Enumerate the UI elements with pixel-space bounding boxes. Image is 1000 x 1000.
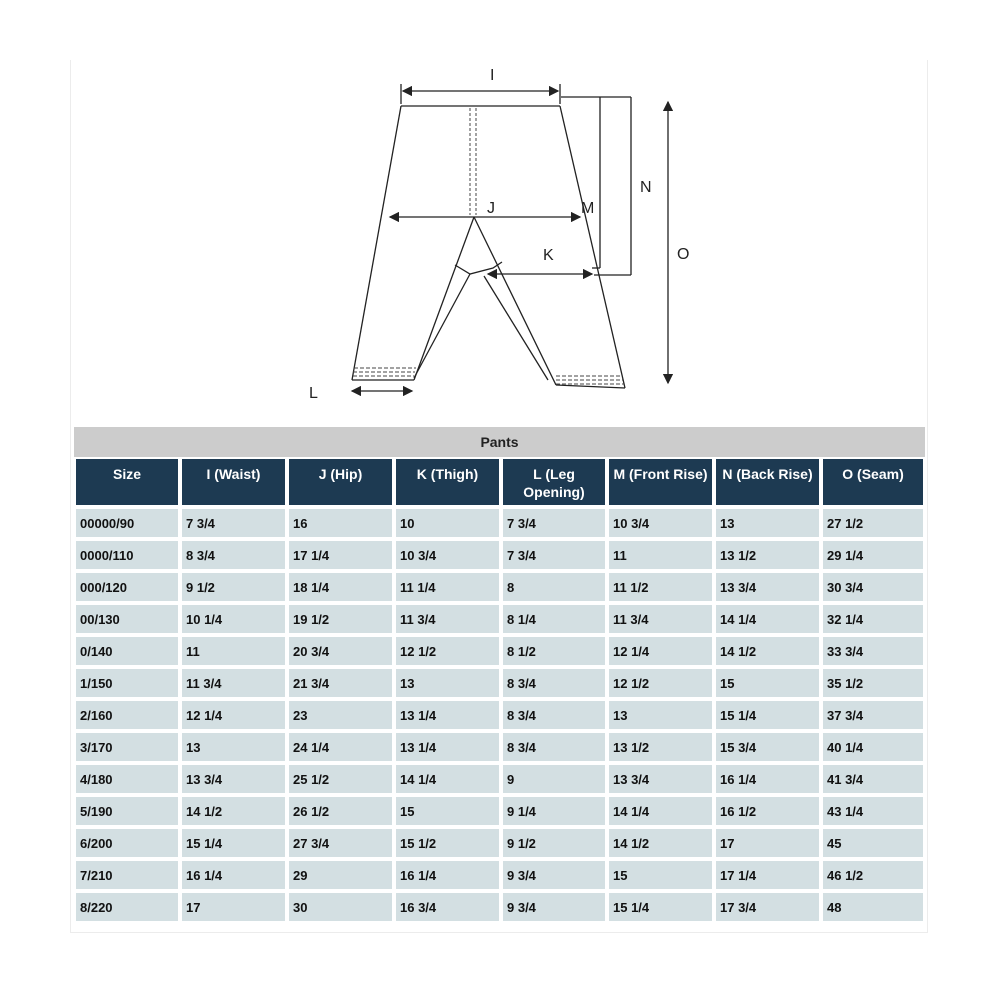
measurement-cell: 7 3/4 [501, 539, 607, 571]
size-cell: 00/130 [74, 603, 180, 635]
measurement-cell: 45 [821, 827, 925, 859]
measurement-cell: 17 3/4 [714, 891, 821, 923]
size-cell: 1/150 [74, 667, 180, 699]
measurement-cell: 12 1/4 [180, 699, 287, 731]
measurement-cell: 13 [180, 731, 287, 763]
size-cell: 5/190 [74, 795, 180, 827]
measurement-cell: 12 1/2 [607, 667, 714, 699]
measurement-cell: 18 1/4 [287, 571, 394, 603]
table-row [74, 699, 925, 731]
fly-stitching [470, 108, 476, 215]
table-row [74, 667, 925, 699]
measurement-cell: 8 1/2 [501, 635, 607, 667]
size-cell: 00000/90 [74, 507, 180, 539]
measurement-cell: 14 1/2 [607, 827, 714, 859]
measurement-cell: 26 1/2 [287, 795, 394, 827]
table-row [74, 635, 925, 667]
measurement-cell: 37 3/4 [821, 699, 925, 731]
measurement-cell: 27 3/4 [287, 827, 394, 859]
measurement-cell: 15 [394, 795, 501, 827]
label-j: J [487, 200, 495, 217]
size-cell: 4/180 [74, 763, 180, 795]
measurement-cell: 16 1/2 [714, 795, 821, 827]
size-cell: 8/220 [74, 891, 180, 923]
measurement-cell: 27 1/2 [821, 507, 925, 539]
size-table [74, 427, 925, 923]
measurement-cell: 15 1/4 [180, 827, 287, 859]
measurement-cell: 16 1/4 [394, 859, 501, 891]
measurement-cell: 10 3/4 [394, 539, 501, 571]
measurement-cell: 14 1/2 [714, 635, 821, 667]
size-cell: 7/210 [74, 859, 180, 891]
measurement-cell: 21 3/4 [287, 667, 394, 699]
measurement-cell: 10 [394, 507, 501, 539]
measurement-cell: 23 [287, 699, 394, 731]
front-rise-measure [561, 97, 600, 268]
measurement-cell: 13 1/4 [394, 731, 501, 763]
measurement-cell: 48 [821, 891, 925, 923]
size-cell: 6/200 [74, 827, 180, 859]
column-header: O (Seam) [821, 457, 925, 507]
hem-stitching [353, 368, 624, 384]
measurement-cell: 15 1/4 [607, 891, 714, 923]
size-cell: 3/170 [74, 731, 180, 763]
measurement-cell: 14 1/4 [394, 763, 501, 795]
table-row [74, 763, 925, 795]
measurement-cell: 15 [714, 667, 821, 699]
waist-measure [401, 84, 560, 104]
measurement-cell: 11 [607, 539, 714, 571]
table-row [74, 859, 925, 891]
measurement-cell: 14 1/2 [180, 795, 287, 827]
measurement-cell: 9 [501, 763, 607, 795]
measurement-cell: 7 3/4 [180, 507, 287, 539]
measurement-cell: 17 [180, 891, 287, 923]
measurement-cell: 41 3/4 [821, 763, 925, 795]
measurement-cell: 15 3/4 [714, 731, 821, 763]
measurement-cell: 20 3/4 [287, 635, 394, 667]
table-row [74, 795, 925, 827]
measurement-cell: 11 3/4 [180, 667, 287, 699]
measurement-cell: 9 3/4 [501, 859, 607, 891]
measurement-cell: 8 3/4 [501, 667, 607, 699]
label-l: L [309, 385, 318, 402]
measurement-cell: 13 [607, 699, 714, 731]
measurement-cell: 13 3/4 [180, 763, 287, 795]
measurement-cell: 8 3/4 [501, 699, 607, 731]
measurement-cell: 29 [287, 859, 394, 891]
measurement-cell: 25 1/2 [287, 763, 394, 795]
measurement-cell: 10 1/4 [180, 603, 287, 635]
measurement-cell: 14 1/4 [714, 603, 821, 635]
size-cell: 2/160 [74, 699, 180, 731]
size-cell: 0000/110 [74, 539, 180, 571]
pants-outline [352, 106, 625, 388]
column-header: M (Front Rise) [607, 457, 714, 507]
measurement-cell: 13 1/4 [394, 699, 501, 731]
measurement-cell: 24 1/4 [287, 731, 394, 763]
measurement-cell: 10 3/4 [607, 507, 714, 539]
measurement-cell: 29 1/4 [821, 539, 925, 571]
measurement-cell: 9 3/4 [501, 891, 607, 923]
measurement-cell: 11 3/4 [607, 603, 714, 635]
measurement-cell: 8 3/4 [180, 539, 287, 571]
header-row [74, 457, 925, 507]
measurement-cell: 11 [180, 635, 287, 667]
measurement-cell: 15 1/4 [714, 699, 821, 731]
measurement-cell: 35 1/2 [821, 667, 925, 699]
table-row [74, 891, 925, 923]
measurement-cell: 33 3/4 [821, 635, 925, 667]
pants-measurement-diagram [290, 60, 710, 410]
table-row [74, 731, 925, 763]
measurement-cell: 8 [501, 571, 607, 603]
measurement-cell: 13 [394, 667, 501, 699]
measurement-cell: 8 1/4 [501, 603, 607, 635]
measurement-cell: 46 1/2 [821, 859, 925, 891]
measurement-cell: 16 1/4 [180, 859, 287, 891]
measurement-cell: 17 [714, 827, 821, 859]
table-row [74, 539, 925, 571]
table-row [74, 827, 925, 859]
label-n: N [640, 179, 652, 196]
measurement-cell: 19 1/2 [287, 603, 394, 635]
pants-diagram-svg [290, 60, 710, 410]
measurement-cell: 9 1/2 [501, 827, 607, 859]
measurement-cell: 16 1/4 [714, 763, 821, 795]
measurement-cell: 13 1/2 [607, 731, 714, 763]
measurement-cell: 12 1/2 [394, 635, 501, 667]
column-header: N (Back Rise) [714, 457, 821, 507]
table-row [74, 603, 925, 635]
measurement-cell: 16 3/4 [394, 891, 501, 923]
measurement-cell: 13 [714, 507, 821, 539]
column-header: Size [74, 457, 180, 507]
label-k: K [543, 247, 554, 264]
measurement-cell: 13 3/4 [714, 571, 821, 603]
measurement-cell: 15 [607, 859, 714, 891]
measurement-cell: 11 3/4 [394, 603, 501, 635]
measurement-cell: 32 1/4 [821, 603, 925, 635]
measurement-cell: 40 1/4 [821, 731, 925, 763]
table-row [74, 571, 925, 603]
measurement-cell: 11 1/2 [607, 571, 714, 603]
measurement-cell: 7 3/4 [501, 507, 607, 539]
measurement-cell: 15 1/2 [394, 827, 501, 859]
measurement-cell: 17 1/4 [287, 539, 394, 571]
size-table-container [74, 427, 925, 923]
column-header: K (Thigh) [394, 457, 501, 507]
measurement-cell: 9 1/4 [501, 795, 607, 827]
table-title: Pants [74, 427, 925, 457]
measurement-cell: 16 [287, 507, 394, 539]
measurement-cell: 13 3/4 [607, 763, 714, 795]
measurement-cell: 43 1/4 [821, 795, 925, 827]
measurement-cell: 12 1/4 [607, 635, 714, 667]
size-cell: 0/140 [74, 635, 180, 667]
table-body [74, 507, 925, 923]
measurement-cell: 11 1/4 [394, 571, 501, 603]
measurement-cell: 30 [287, 891, 394, 923]
size-cell: 000/120 [74, 571, 180, 603]
column-header: J (Hip) [287, 457, 394, 507]
column-header: L (Leg Opening) [501, 457, 607, 507]
measurement-cell: 13 1/2 [714, 539, 821, 571]
label-o: O [677, 246, 690, 263]
measurement-cell: 30 3/4 [821, 571, 925, 603]
table-row [74, 507, 925, 539]
measurement-cell: 8 3/4 [501, 731, 607, 763]
label-i: I [490, 67, 495, 84]
label-m: M [581, 200, 595, 217]
measurement-cell: 14 1/4 [607, 795, 714, 827]
measurement-cell: 9 1/2 [180, 571, 287, 603]
measurement-cell: 17 1/4 [714, 859, 821, 891]
column-header: I (Waist) [180, 457, 287, 507]
